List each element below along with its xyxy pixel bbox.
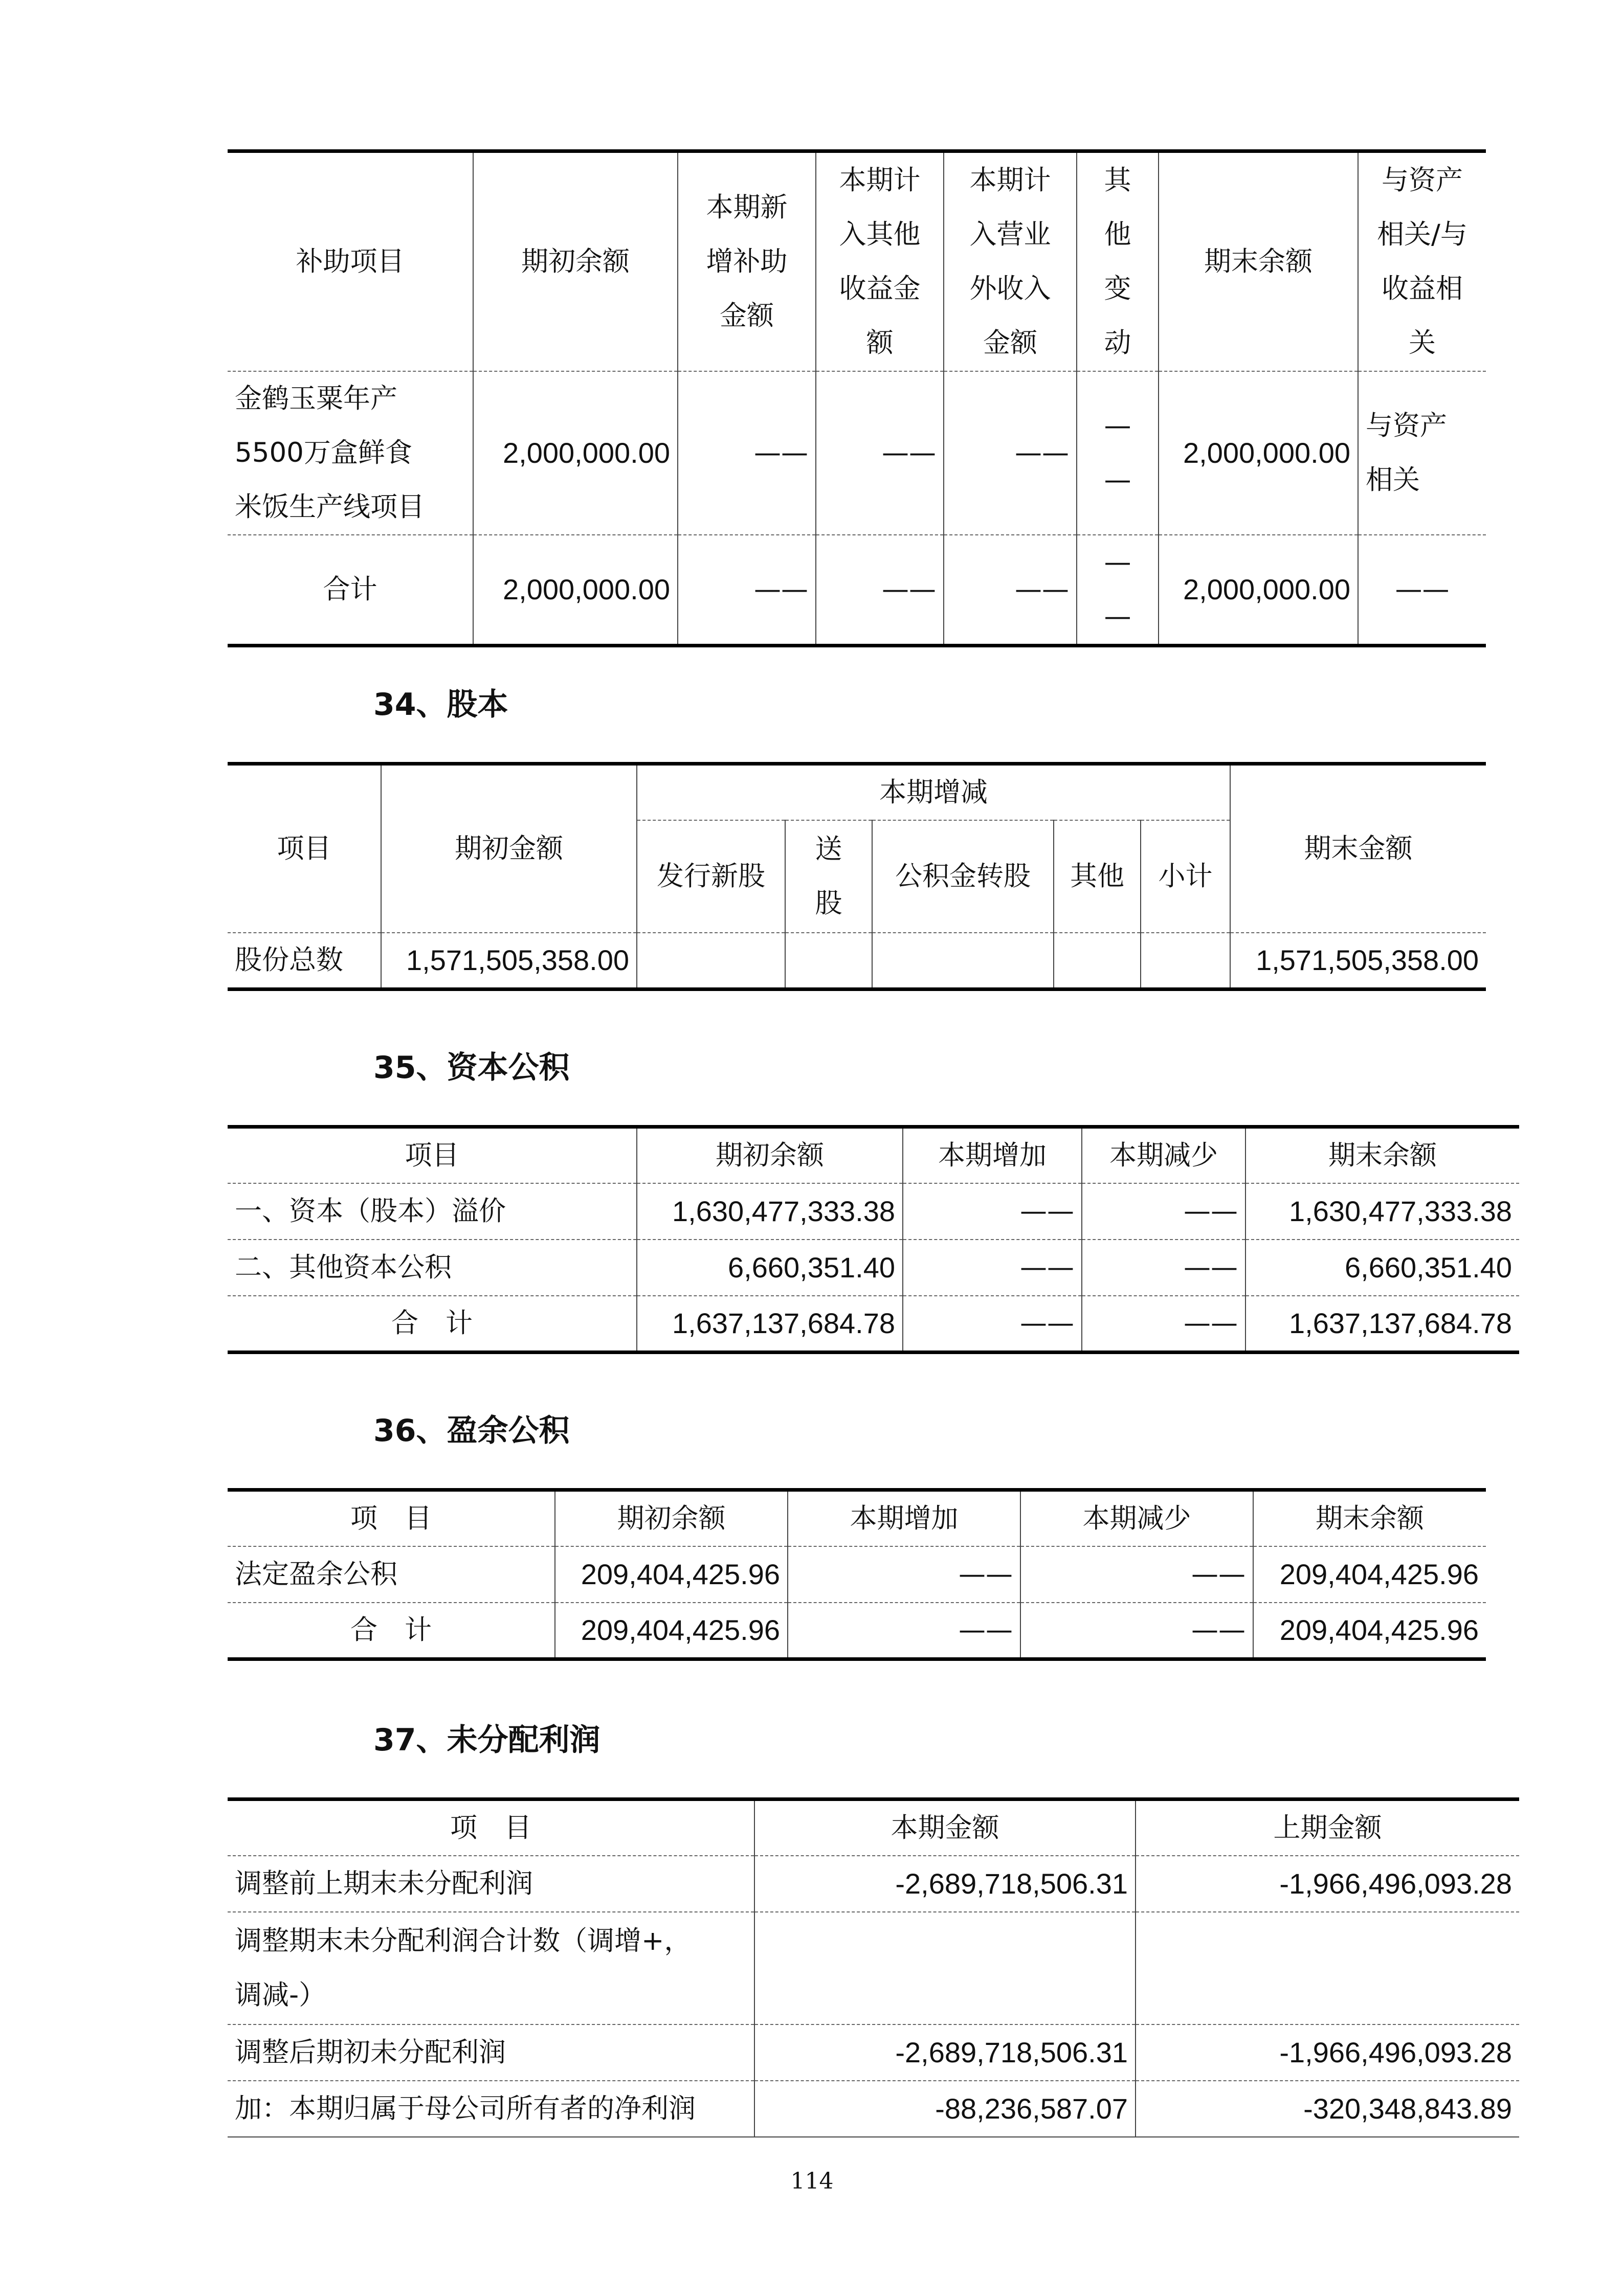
section-title-36: 36、盈余公积 [373, 1413, 570, 1449]
table-cell: —— [1020, 1546, 1253, 1603]
section-title-34: 34、股本 [373, 687, 508, 723]
table-cell: 1,637,137,684.78 [637, 1296, 903, 1353]
table-cell: -1,966,496,093.28 [1136, 2024, 1519, 2081]
table-cell: 2,000,000.00 [1159, 371, 1358, 535]
header-end: 期末金额 [1230, 764, 1486, 933]
table-cell: 调整前上期末未分配利润 [228, 1856, 754, 1912]
table-cell: —— [903, 1240, 1082, 1296]
capital-reserve-table [228, 1125, 1519, 1354]
subsidy-header-cell: 与资产 相关/与 收益相 关 [1358, 151, 1486, 371]
header-cell: 本期增加 [903, 1127, 1082, 1184]
table-cell: 股份总数 [235, 944, 343, 976]
table-row [228, 1296, 1519, 1353]
table-cell: 2,000,000.00 [473, 371, 678, 535]
subheader-cell: 发行新股 [637, 820, 785, 933]
table-row [228, 1183, 1519, 1240]
table-cell: —— [678, 535, 816, 646]
table-cell: —— [788, 1546, 1020, 1603]
table-cell: -1,966,496,093.28 [1136, 1856, 1519, 1912]
subsidy-header-cell: 期末余额 [1159, 151, 1358, 371]
table-cell: 6,660,351.40 [1245, 1240, 1519, 1296]
table-row [228, 2024, 1519, 2081]
subsidy-header-cell: 本期计 入营业 外收入 金额 [944, 151, 1077, 371]
header-cell: 本期增加 [788, 1490, 1020, 1547]
undistributed-profit-table-block [228, 1797, 1519, 2137]
table-cell: 调整后期初未分配利润 [228, 2024, 754, 2081]
table-cell: 1,637,137,684.78 [1245, 1296, 1519, 1353]
table-cell [754, 1912, 1136, 2024]
table-cell: -320,348,843.89 [1136, 2081, 1519, 2137]
table-cell: —— [944, 371, 1077, 535]
total-label: 合 计 [350, 1614, 432, 1646]
table-cell: -88,236,587.07 [754, 2081, 1136, 2137]
subsidy-header-cell: 其 他 变 动 [1077, 151, 1159, 371]
table-header-row [228, 1127, 1519, 1184]
subsidy-header-cell: 本期新 增补助 金额 [678, 151, 816, 371]
table-cell [637, 933, 785, 989]
header-cell: 项目 [228, 1127, 637, 1184]
table-cell: -2,689,718,506.31 [754, 1856, 1136, 1912]
table-cell: -2,689,718,506.31 [754, 2024, 1136, 2081]
page-number: 114 [790, 2168, 834, 2194]
table-cell: 与资产 相关 [1358, 371, 1486, 535]
table-cell: 调整期末未分配利润合计数（调增+， 调减-） [228, 1912, 754, 2024]
subsidy-header-row [228, 151, 1486, 371]
table-cell: 一、资本（股本）溢价 [228, 1183, 637, 1240]
header-cell: 项 目 [228, 1799, 754, 1856]
capital-reserve-table-block [228, 1125, 1519, 1354]
table-row [228, 1603, 1486, 1659]
subheader-cell: 其他 [1054, 820, 1141, 933]
table-cell: —— [1020, 1603, 1253, 1659]
table-cell [1054, 933, 1141, 989]
table-cell: —— [816, 371, 944, 535]
table-row [228, 535, 1486, 646]
table-cell: 209,404,425.96 [555, 1603, 788, 1659]
table-cell: 6,660,351.40 [637, 1240, 903, 1296]
table-row [228, 1240, 1519, 1296]
table-cell: —— [1082, 1183, 1245, 1240]
surplus-reserve-table-block [228, 1488, 1486, 1661]
share-capital-table-block [228, 762, 1486, 991]
table-cell: 1,630,477,333.38 [637, 1183, 903, 1240]
table-row [228, 933, 1486, 989]
header-cell: 本期减少 [1020, 1490, 1253, 1547]
table-cell: 加：本期归属于母公司所有者的净利润 [228, 2081, 754, 2137]
table-cell [1136, 1912, 1519, 2024]
table-cell: — — [1077, 535, 1159, 646]
header-cell: 项 目 [228, 1490, 555, 1547]
subsidy-table [228, 149, 1486, 647]
table-header-row [228, 1799, 1519, 1856]
header-cell: 期末余额 [1253, 1490, 1486, 1547]
table-cell: 209,404,425.96 [555, 1546, 788, 1603]
table-row [228, 2081, 1519, 2137]
total-label: 合 计 [391, 1308, 473, 1339]
subsidy-header-cell: 本期计 入其他 收益金 额 [816, 151, 944, 371]
header-cell: 期初余额 [555, 1490, 788, 1547]
header-cell: 本期减少 [1082, 1127, 1245, 1184]
subheader-cell: 小计 [1141, 820, 1230, 933]
subsidy-header-cell: 期初余额 [473, 151, 678, 371]
subheader-cell: 公积金转股 [872, 820, 1054, 933]
header-change: 本期增减 [637, 764, 1230, 821]
table-cell: 1,571,505,358.00 [381, 933, 637, 989]
table-cell: 2,000,000.00 [1159, 535, 1358, 646]
header-cell: 本期金额 [754, 1799, 1136, 1856]
subsidy-table-block [228, 149, 1486, 647]
subsidy-item-name: 金鹤玉粟年产 5500万盒鲜食 米饭生产线项目 [228, 371, 473, 535]
table-cell: —— [816, 535, 944, 646]
section-title-35: 35、资本公积 [373, 1050, 570, 1086]
table-cell: — — [1077, 371, 1159, 535]
surplus-reserve-table [228, 1488, 1486, 1661]
header-cell: 上期金额 [1136, 1799, 1519, 1856]
table-cell: —— [1082, 1240, 1245, 1296]
section-title-37: 37、未分配利润 [373, 1722, 600, 1758]
table-cell: 1,630,477,333.38 [1245, 1183, 1519, 1240]
subheader-cell: 送 股 [785, 820, 872, 933]
header-begin: 期初金额 [381, 764, 637, 933]
table-row [228, 1856, 1519, 1912]
subsidy-total-label: 合计 [323, 573, 377, 605]
table-cell: —— [678, 371, 816, 535]
table-cell: 209,404,425.96 [1253, 1603, 1486, 1659]
subsidy-header-cell: 补助项目 [228, 151, 473, 371]
table-header-row [228, 1490, 1486, 1547]
table-cell: 2,000,000.00 [473, 535, 678, 646]
header-cell: 期末余额 [1245, 1127, 1519, 1184]
header-cell: 期初余额 [637, 1127, 903, 1184]
table-cell: 209,404,425.96 [1253, 1546, 1486, 1603]
table-cell [785, 933, 872, 989]
table-cell: —— [1358, 535, 1486, 646]
undistributed-profit-table [228, 1797, 1519, 2137]
table-cell: —— [944, 535, 1077, 646]
table-cell: —— [788, 1603, 1020, 1659]
share-header-row [228, 764, 1486, 821]
table-row [228, 1912, 1519, 2024]
table-row [228, 371, 1486, 535]
table-cell: —— [903, 1296, 1082, 1353]
share-capital-table [228, 762, 1486, 991]
table-cell: —— [1082, 1296, 1245, 1353]
table-cell: —— [903, 1183, 1082, 1240]
table-cell: 1,571,505,358.00 [1230, 933, 1486, 989]
header-item: 项目 [228, 764, 381, 933]
table-row [228, 1546, 1486, 1603]
table-cell [1141, 933, 1230, 989]
table-cell: 二、其他资本公积 [228, 1240, 637, 1296]
table-cell [872, 933, 1054, 989]
table-cell: 法定盈余公积 [228, 1546, 555, 1603]
